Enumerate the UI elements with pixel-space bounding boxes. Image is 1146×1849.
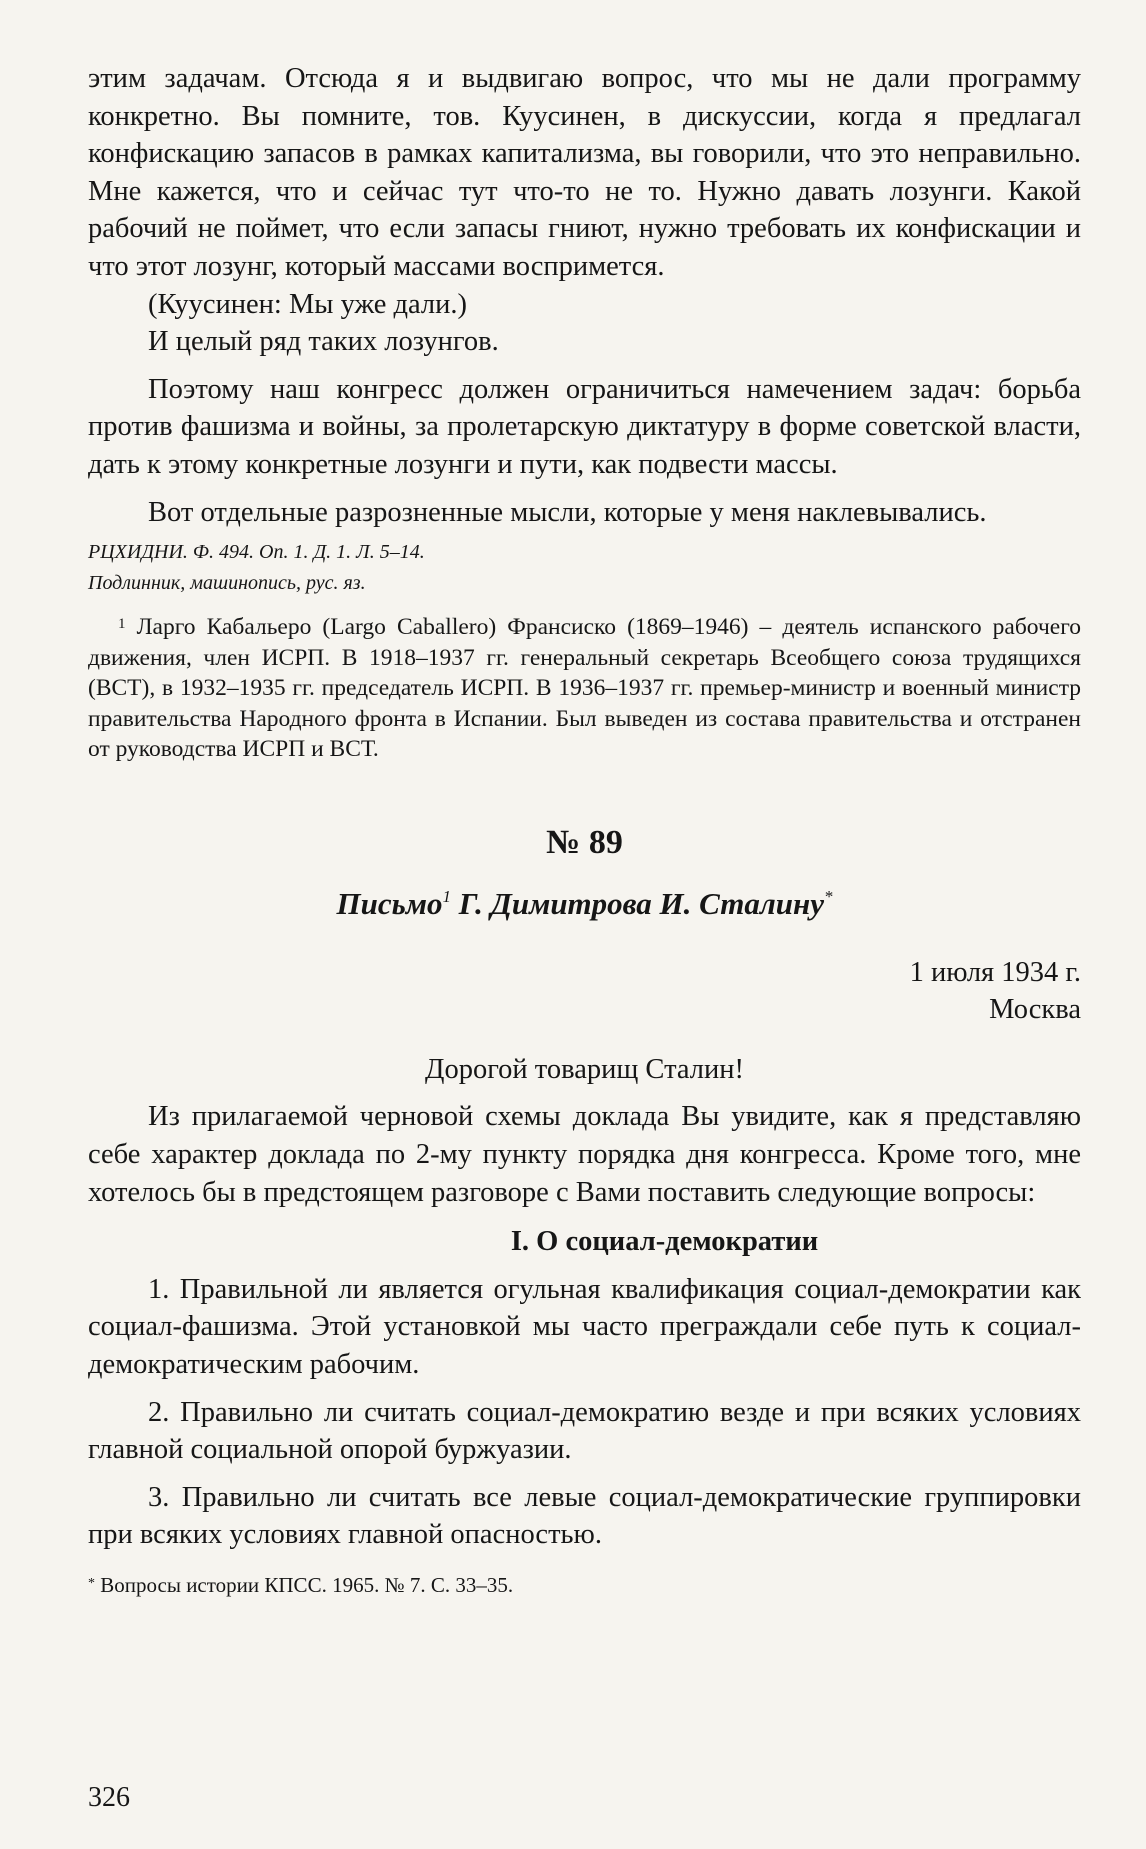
question-item: 1. Правильной ли является огульная квалификация социал-демократии как социал-фашизма. Этой установкой мы часто преграждали себе путь к социал-демократическим рабочим. xyxy=(88,1273,1081,1380)
footnote-marker: 1 xyxy=(118,616,126,633)
page-number: 326 xyxy=(88,1782,130,1813)
paragraph: этим задачам. Отсюда я и выдвигаю вопрос, что мы не дали программу конкретно. Вы помните, тов. Куусинен, в дискуссии, когда я предлагал конфискацию запасов в рамках капитализма, вы говорили, что это неправильно. Мне кажется, что и сейчас тут что-то не то. Нужно давать лозунги. Какой рабочий не поймет, что если запасы гниют, нужно требовать их конфискации и что этот лозунг, который массами воспримется. xyxy=(88,63,1081,282)
source-note-text: Вопросы истории КПСС. 1965. № 7. С. 33–35. xyxy=(95,1572,514,1597)
document-title-part2: Г. Димитрова И. Сталину xyxy=(451,885,825,921)
paragraph-remark: (Куусинен: Мы уже дали.) xyxy=(148,288,468,320)
document-title xyxy=(88,877,1081,924)
section-heading: I. О социал-демократии xyxy=(510,1226,819,1258)
document-title-footnote-ref: 1 xyxy=(442,886,452,906)
footnote-text: Ларго Кабальеро (Largo Caballero) Франсиско (1869–1946) – деятель испанского рабочего движения, член ИСРП. В 1918–1937 гг. генеральный секретарь Всеобщего союза трудящихся (ВСТ), в 1932–1935 гг. председатель ИСРП. В 1936–1937 гг. премьер-министр и военный министр правительства Народного фронта в Испании. Был выведен из состава правительства и отстранен от руководства ИСРП и ВСТ. xyxy=(88,614,1081,763)
document-title-source-ref: * xyxy=(824,886,833,906)
source-note-marker: * xyxy=(88,1575,95,1591)
footnote xyxy=(88,609,1081,765)
document-date: 1 июля 1934 г. xyxy=(909,956,1081,988)
document-title-part1: Письмо xyxy=(336,885,443,921)
document-place: Москва xyxy=(989,994,1081,1026)
archive-document-type: Подлинник, машинопись, рус. яз. xyxy=(88,572,366,595)
paragraph: Вот отдельные разрозненные мысли, которые у меня наклевывались. xyxy=(148,496,987,528)
paragraph: Поэтому наш конгресс должен ограничиться намечением задач: борьба против фашизма и войны, за пролетарскую диктатуру в форме советской власти, дать к этому конкретные лозунги и пути, как подвести массы. xyxy=(88,373,1081,480)
page-content xyxy=(88,60,1081,1599)
archive-reference: РЦХИДНИ. Ф. 494. Оп. 1. Д. 1. Л. 5–14. xyxy=(88,541,425,564)
salutation: Дорогой товарищ Сталин! xyxy=(425,1053,744,1085)
paragraph-intro: Из прилагаемой черновой схемы доклада Вы увидите, как я представляю себе характер доклада по 2-му пункту порядка дня конгресса. Кроме того, мне хотелось бы в предстоящем разговоре с Вами поставить следующие вопросы: xyxy=(88,1101,1081,1208)
source-note xyxy=(88,1570,1081,1599)
question-item: 3. Правильно ли считать все левые социал-демократические группировки при всяких условиях главной опасностью. xyxy=(88,1481,1081,1551)
document-number: № 89 xyxy=(546,823,623,861)
paragraph: И целый ряд таких лозунгов. xyxy=(148,326,499,358)
question-item: 2. Правильно ли считать социал-демократию везде и при всяких условиях главной социальной опорой буржуазии. xyxy=(88,1396,1081,1466)
